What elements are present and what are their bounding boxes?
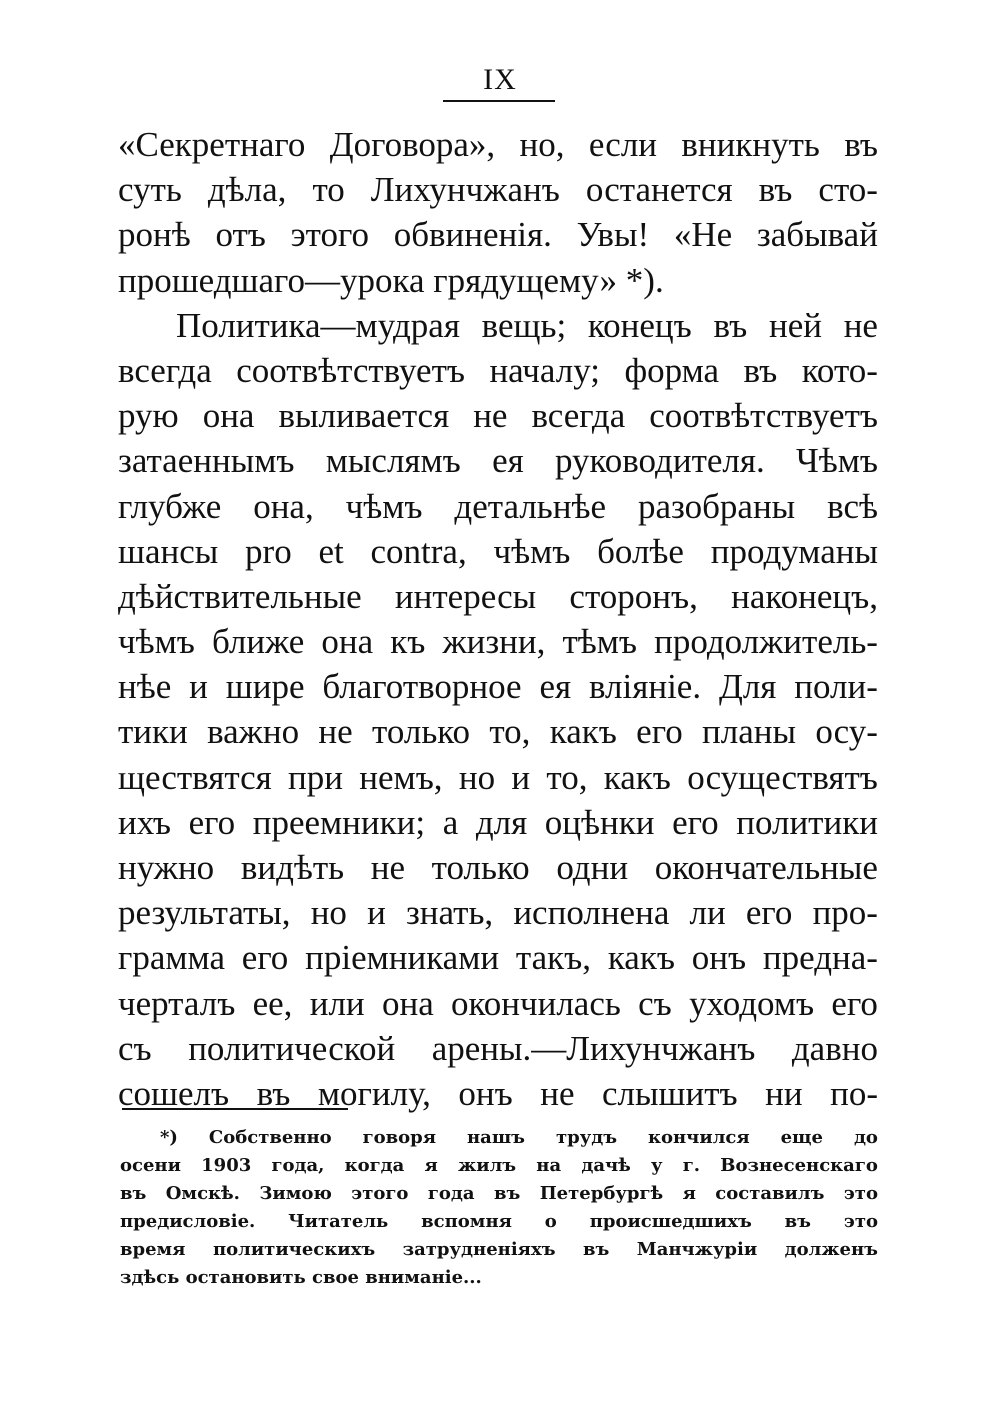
text-line: прошедшаго—урока грядущему» *). bbox=[118, 260, 664, 300]
text-line: съ политической арены.—Лихунчжанъ давно bbox=[118, 1028, 878, 1068]
footnote bbox=[120, 1124, 878, 1292]
text-line: чѣмъ ближе она къ жизни, тѣмъ продолжитель- bbox=[118, 622, 878, 662]
footnote-rule bbox=[122, 1108, 348, 1110]
text-line: суть дѣла, то Лихунчжанъ останется въ сто- bbox=[118, 170, 878, 210]
page-number: IX bbox=[483, 63, 517, 96]
text-line: дѣйствительные интересы сторонъ, наконецъ, bbox=[118, 576, 878, 616]
footnote-line: здѣсь остановить свое вниманіе... bbox=[120, 1267, 482, 1288]
text-line: грамма его пріемниками такъ, какъ онъ предна- bbox=[118, 938, 878, 978]
text-line: нѣе и шире благотворное ея вліяніе. Для поли- bbox=[118, 667, 878, 707]
header-rule bbox=[443, 100, 555, 102]
text-line: Политика—мудрая вещь; конецъ въ ней не bbox=[176, 305, 878, 345]
footnote-line: предисловіе. Читатель вспомня о происшедшихъ въ это bbox=[120, 1211, 878, 1232]
text-line: глубже она, чѣмъ детальнѣе разобраны всѣ bbox=[118, 486, 878, 526]
text-line: ронѣ отъ этого обвиненія. Увы! «Не забывай bbox=[118, 215, 878, 255]
body-text bbox=[118, 122, 878, 1116]
footnote-line: осени 1903 года, когда я жилъ на дачѣ у г. Вознесенскаго bbox=[120, 1155, 878, 1176]
text-line: всегда соотвѣтствуетъ началу; форма въ кото- bbox=[118, 350, 878, 390]
text-line: результаты, но и знать, исполнена ли его про- bbox=[118, 893, 878, 933]
text-line: «Секретнаго Договора», но, если вникнуть въ bbox=[118, 125, 878, 164]
footnote-line: время политическихъ затрудненіяхъ въ Манчжуріи долженъ bbox=[120, 1239, 878, 1260]
text-line: шансы pro et contra, чѣмъ болѣе продуманы bbox=[118, 531, 878, 571]
text-line: тики важно не только то, какъ его планы осу- bbox=[118, 712, 878, 752]
text-line: черталъ ее, или она окончилась съ уходомъ его bbox=[118, 983, 878, 1023]
footnote-line: *) Собственно говоря нашъ трудъ кончился еще до bbox=[160, 1127, 878, 1148]
text-line: затаеннымъ мыслямъ ея руководителя. Чѣмъ bbox=[118, 441, 878, 481]
footnote-line: въ Омскѣ. Зимою этого года въ Петербургѣ я составилъ это bbox=[120, 1183, 878, 1204]
text-line: ществятся при немъ, но и то, какъ осуществятъ bbox=[118, 757, 878, 797]
text-line: рую она выливается не всегда соотвѣтствуетъ bbox=[118, 396, 878, 436]
text-line: нужно видѣть не только одни окончательные bbox=[118, 848, 878, 887]
text-line: ихъ его преемники; а для оцѣнки его политики bbox=[118, 802, 878, 842]
text-line: сошелъ въ могилу, онъ не слышитъ ни по- bbox=[118, 1073, 878, 1113]
